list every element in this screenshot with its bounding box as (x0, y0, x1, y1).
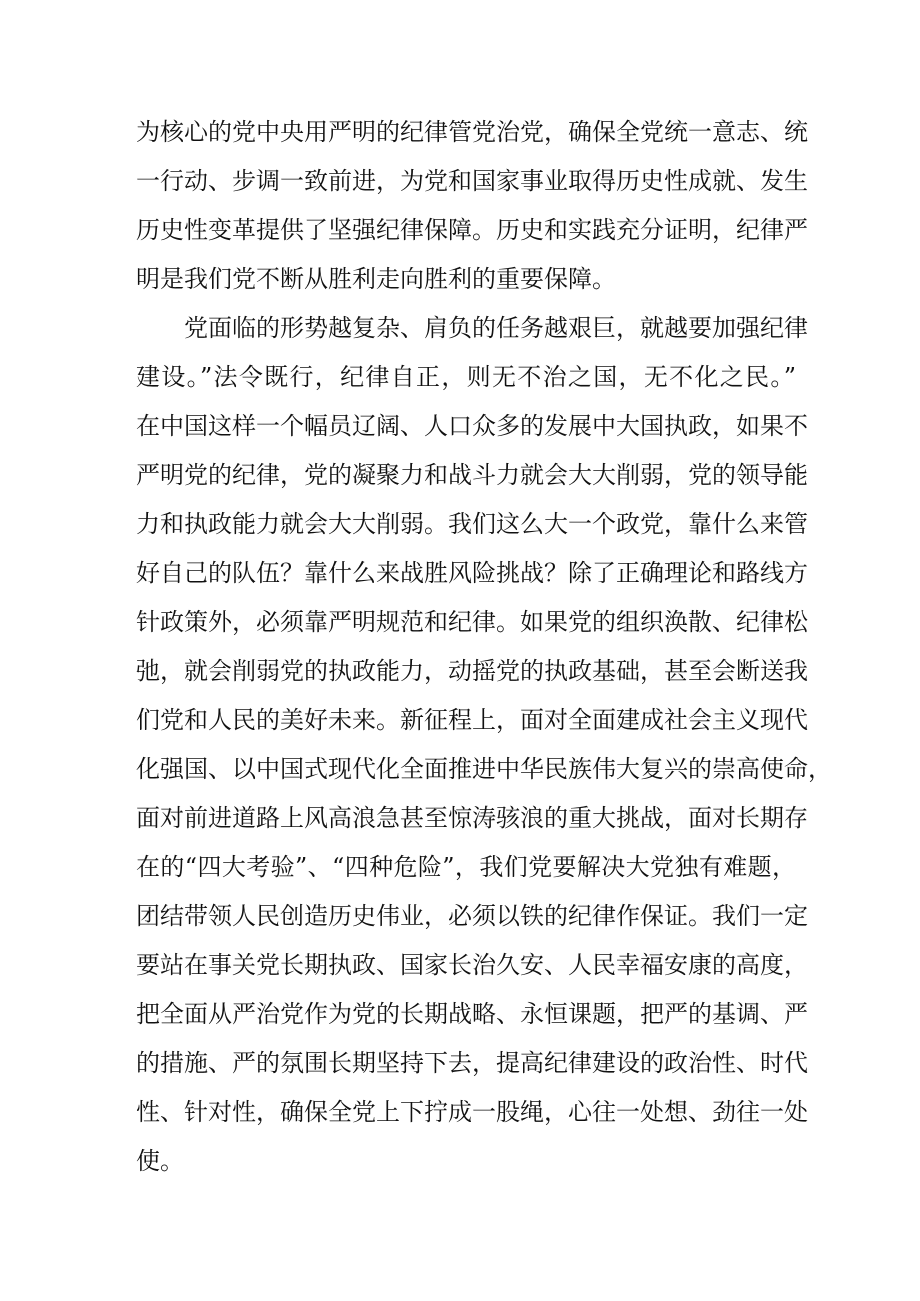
text-line: 建设。”法令既行，纪律自正，则无不治之国，无不化之民。” (136, 363, 796, 391)
text-line: 团结带领人民创造历史伟业，必须以铁的纪律作保证。我们一定 (136, 902, 808, 930)
text-line: 一行动、步调一致前进，为党和国家事业取得历史性成就、发生 (136, 167, 808, 195)
text-line: 党面临的形势越复杂、肩负的任务越艰巨，就越要加强纪律 (184, 314, 808, 342)
text-line: 好自己的队伍？靠什么来战胜风险挑战？除了正确理论和路线方 (136, 559, 808, 587)
text-line: 力和执政能力就会大大削弱。我们这么大一个政党，靠什么来管 (136, 510, 808, 538)
text-line: 的措施、严的氛围长期坚持下去，提高纪律建设的政治性、时代 (136, 1049, 808, 1077)
text-line: 历史性变革提供了坚强纪律保障。历史和实践充分证明，纪律严 (136, 216, 808, 244)
text-line: 面对前进道路上风高浪急甚至惊涛骇浪的重大挑战，面对长期存 (136, 804, 808, 832)
text-line: 们党和人民的美好未来。新征程上，面对全面建成社会主义现代 (136, 706, 808, 734)
text-line: 使。 (136, 1147, 184, 1175)
text-line: 针政策外，必须靠严明规范和纪律。如果党的组织涣散、纪律松 (136, 608, 808, 636)
text-line: 在的“四大考验”、“四种危险”，我们党要解决大党独有难题， (136, 853, 796, 881)
text-line: 在中国这样一个幅员辽阔、人口众多的发展中大国执政，如果不 (136, 412, 808, 440)
text-line: 把全面从严治党作为党的长期战略、永恒课题，把严的基调、严 (136, 1000, 808, 1028)
text-line: 要站在事关党长期执政、国家长治久安、人民幸福安康的高度， (136, 951, 808, 979)
text-line: 化强国、以中国式现代化全面推进中华民族伟大复兴的崇高使命， (136, 755, 832, 783)
text-line: 弛，就会削弱党的执政能力，动摇党的执政基础，甚至会断送我 (136, 657, 808, 685)
text-line: 为核心的党中央用严明的纪律管党治党，确保全党统一意志、统 (136, 118, 808, 146)
body-text (136, 108, 832, 1186)
paragraph-2 (136, 304, 832, 1186)
text-line: 性、针对性，确保全党上下拧成一股绳，心往一处想、劲往一处 (136, 1098, 808, 1126)
paragraph-1 (136, 108, 808, 304)
text-line: 明是我们党不断从胜利走向胜利的重要保障。 (136, 265, 616, 293)
text-line: 严明党的纪律，党的凝聚力和战斗力就会大大削弱，党的领导能 (136, 461, 808, 489)
